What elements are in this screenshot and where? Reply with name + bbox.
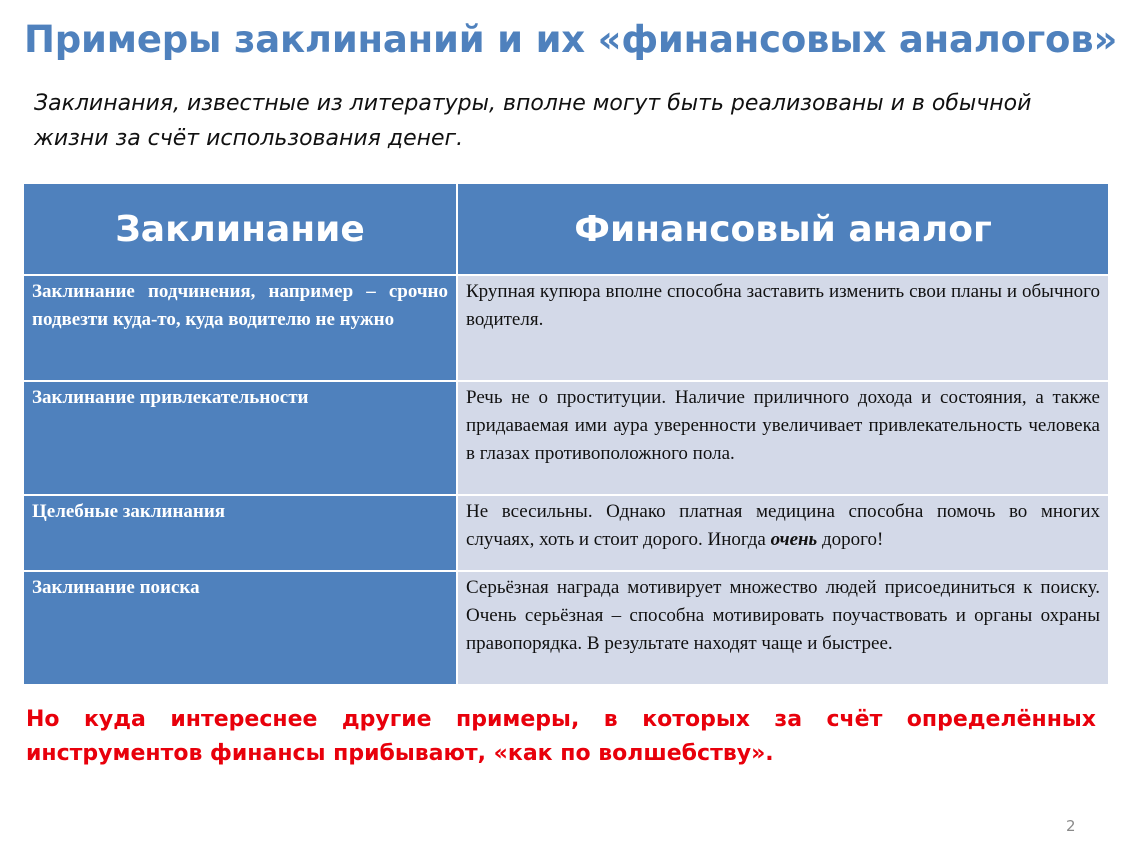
table-header-row bbox=[23, 183, 1109, 275]
conclusion-text: Но куда интереснее другие примеры, в которых за счёт определённых инструментов финансы прибывают, «как по волшебству». bbox=[26, 707, 1096, 766]
table-row bbox=[23, 275, 1109, 381]
analog-cell bbox=[457, 495, 1109, 571]
spell-cell: Целебные заклинания bbox=[23, 495, 457, 571]
spell-cell: Заклинание подчинения, например – срочно подвезти куда-то, куда водителю не нужно bbox=[23, 275, 457, 381]
slide-title: Примеры заклинаний и их «финансовых аналогов» bbox=[24, 18, 1118, 61]
analog-cell: Крупная купюра вполне способна заставить изменить свои планы и обычного водителя. bbox=[457, 275, 1109, 381]
spells-table bbox=[22, 182, 1110, 686]
header-financial-analog: Финансовый аналог bbox=[457, 183, 1109, 275]
analog-cell: Речь не о проституции. Наличие приличного дохода и состояния, а также придаваемая ими аура уверенности увеличивает привлекательность человека в глазах противоположного пола. bbox=[457, 381, 1109, 495]
table-row bbox=[23, 571, 1109, 685]
analog-text-end: дорого! bbox=[817, 529, 884, 550]
page-number: 2 bbox=[1066, 817, 1076, 835]
table-row bbox=[23, 495, 1109, 571]
spell-cell: Заклинание поиска bbox=[23, 571, 457, 685]
analog-cell: Серьёзная награда мотивирует множество людей присоединиться к поиску. Очень серьёзная – способна мотивировать поучаствовать и органы охраны правопорядка. В результате находят чаще и быстрее. bbox=[457, 571, 1109, 685]
slide-subtitle: Заклинания, известные из литературы, вполне могут быть реализованы и в обычной жизни за счёт использования денег. bbox=[34, 91, 1032, 151]
spell-cell: Заклинание привлекательности bbox=[23, 381, 457, 495]
header-spell: Заклинание bbox=[23, 183, 457, 275]
table-row bbox=[23, 381, 1109, 495]
analog-text: Не всесильны. Однако платная медицина способна помочь во многих случаях, хоть и стоит дорого. Иногда bbox=[466, 501, 1100, 550]
analog-emphasis: очень bbox=[770, 529, 818, 550]
